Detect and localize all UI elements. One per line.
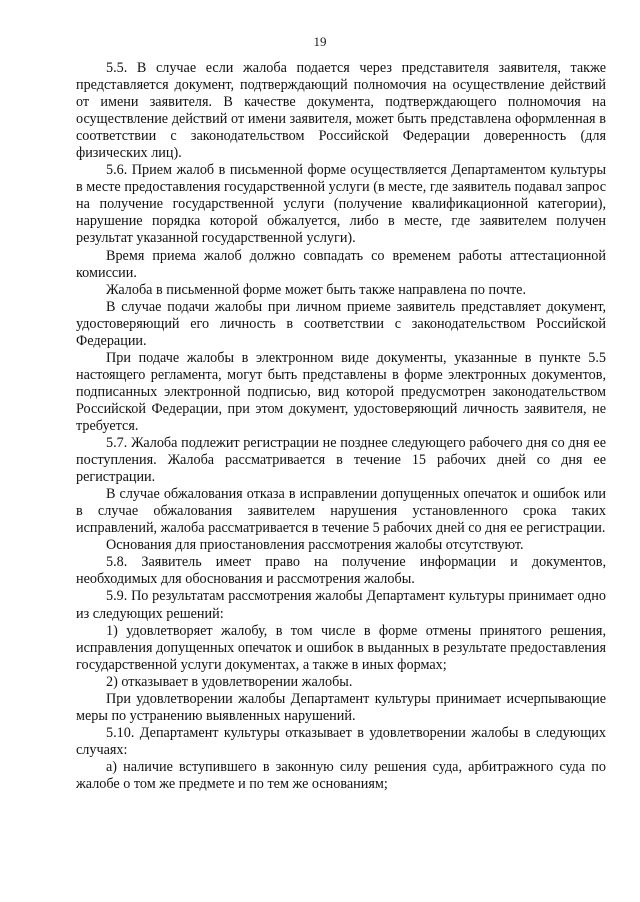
paragraph-5-10: 5.10. Департамент культуры отказывает в удовлетворении жалобы в следующих случаях: xyxy=(76,724,606,758)
paragraph-5-7: 5.7. Жалоба подлежит регистрации не позднее следующего рабочего дня со дня ее поступления. Жалоба рассматривается в течение 15 рабочих дней со дня ее регистрации. xyxy=(76,435,606,486)
paragraph-reception-time: Время приема жалоб должно совпадать со временем работы аттестационной комиссии. xyxy=(76,247,606,281)
list-item-refusal-a: а) наличие вступившего в законную силу решения суда, арбитражного суда по жалобе о том же предмете и по тем же основаниям; xyxy=(76,758,606,792)
paragraph-correction-appeal: В случае обжалования отказа в исправлении допущенных опечаток и ошибок или в случае обжалования заявителем нарушения установленного срока таких исправлений, жалоба рассматривается в течение 5 рабочих дней со дня ее регистрации. xyxy=(76,486,606,537)
paragraph-5-6: 5.6. Прием жалоб в письменной форме осуществляется Департаментом культуры в месте предоставления государственной услуги (в месте, где заявитель подавал запрос на получение государственной услуги (получение квалификационной категории), нарушение порядка которой обжалуется, либо в месте, где заявителем получен результат указанной государственной услуги). xyxy=(76,162,606,247)
list-item-decision-1: 1) удовлетворяет жалобу, в том числе в форме отмены принятого решения, исправления допущенных опечаток и ошибок в выданных в результате предоставления государственной услуги документах, а также в иных формах; xyxy=(76,622,606,673)
paragraph-5-8: 5.8. Заявитель имеет право на получение информации и документов, необходимых для обоснования и рассмотрения жалобы. xyxy=(76,554,606,588)
document-body xyxy=(76,60,606,793)
paragraph-postal-submission: Жалоба в письменной форме может быть также направлена по почте. xyxy=(106,281,527,298)
paragraph-personal-submission: В случае подачи жалобы при личном приеме заявитель представляет документ, удостоверяющий его личность в соответствии с законодательством Российской Федерации. xyxy=(76,298,606,349)
list-item-decision-2: 2) отказывает в удовлетворении жалобы. xyxy=(106,673,353,690)
paragraph-satisfaction-measures: При удовлетворении жалобы Департамент культуры принимает исчерпывающие меры по устранению выявленных нарушений. xyxy=(76,690,606,724)
paragraph-electronic-submission: При подаче жалобы в электронном виде документы, указанные в пункте 5.5 настоящего регламента, могут быть представлены в форме электронных документов, подписанных электронной подписью, вид которой предусмотрен законодательством Российской Федерации, при этом документ, удостоверяющий личность заявителя, не требуется. xyxy=(76,349,606,434)
page-number: 19 xyxy=(313,34,327,49)
paragraph-5-5: 5.5. В случае если жалоба подается через представителя заявителя, также представляется документ, подтверждающий полномочия на осуществление действий от имени заявителя. В качестве документа, подтверждающего полномочия на осуществление действий от имени заявителя, может быть представлена оформленная в соответствии с законодательством Российской Федерации доверенность (для физических лиц). xyxy=(76,60,606,162)
paragraph-no-suspension: Основания для приостановления рассмотрения жалобы отсутствуют. xyxy=(106,537,524,554)
paragraph-5-9: 5.9. По результатам рассмотрения жалобы Департамент культуры принимает одно из следующих решений: xyxy=(76,588,606,622)
